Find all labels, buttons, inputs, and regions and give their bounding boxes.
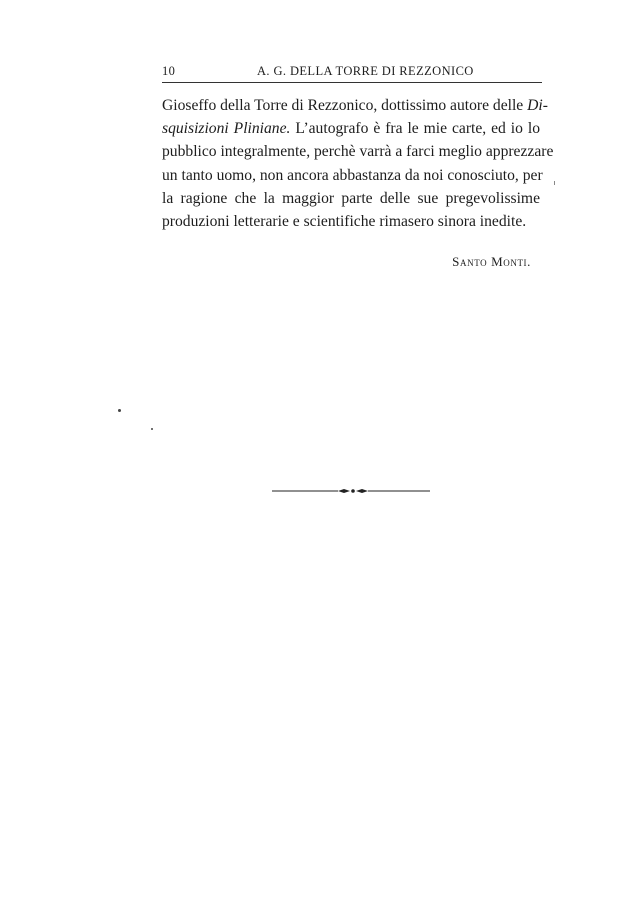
text-line: produzioni letterarie e scientifiche rimasero sinora inedite. bbox=[162, 213, 527, 231]
page-number: 10 bbox=[162, 64, 176, 78]
text-line: pubblico integralmente, perchè varrà a farci meglio apprezzare bbox=[162, 143, 554, 161]
paper-speck bbox=[151, 428, 153, 430]
author-signature: Santo Monti. bbox=[452, 254, 531, 269]
header-rule bbox=[162, 82, 542, 83]
text-segment: L’autografo è fra le mie carte, ed io lo bbox=[290, 120, 540, 138]
text-line bbox=[162, 94, 548, 117]
ornament-dot bbox=[351, 489, 355, 493]
text-line: la ragione che la maggior parte delle sue pregevolissime bbox=[162, 189, 540, 207]
italic-title-segment: squisizioni Pliniane. bbox=[162, 120, 291, 138]
text-line: un tanto uomo, non ancora abbastanza da noi conosciuto, per bbox=[162, 166, 543, 184]
running-title: A. G. DELLA TORRE DI REZZONICO bbox=[257, 64, 474, 78]
paper-speck bbox=[118, 409, 121, 412]
ornament-diamond-left bbox=[338, 489, 350, 493]
section-end-ornament bbox=[272, 484, 432, 498]
running-head bbox=[162, 62, 542, 82]
body-paragraph bbox=[162, 94, 554, 233]
text-line bbox=[162, 117, 540, 140]
text-segment: Gioseffo della Torre di Rezzonico, dottissimo autore delle bbox=[162, 97, 528, 114]
italic-title-segment: Di- bbox=[527, 97, 548, 114]
paper-speck bbox=[554, 181, 555, 185]
ornament-diamond-right bbox=[356, 489, 368, 493]
